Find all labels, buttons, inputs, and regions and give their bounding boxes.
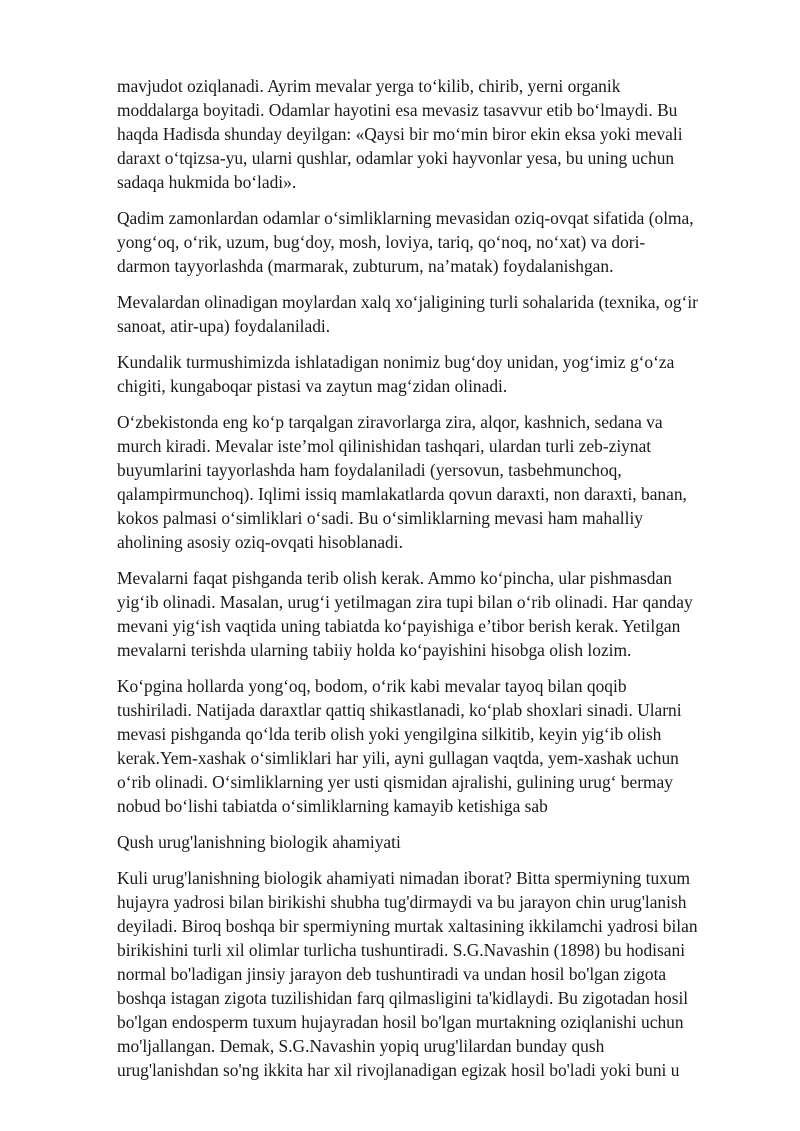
paragraph-ancient-uses: Qadim zamonlardan odamlar o‘simliklarning mevasidan oziq-ovqat sifatida (olma, yong‘oq, o‘rik, uzum, bug‘doy, mosh, loviya, tariq, qo‘noq, no‘xat) va dori- darmon tayyorlashda (marmarak, zubturum, na’matak) foydalanishgan. xyxy=(117,208,694,276)
paragraph-oils: Mevalardan olinadigan moylardan xalq xo‘jaligining turli sohalarida (texnika, og‘ir sanoat, atir-upa) foydalaniladi. xyxy=(117,292,698,336)
paragraph-intro: mavjudot oziqlanadi. Ayrim mevalar yerga to‘kilib, chirib, yerni organik moddalarga boyitadi. Odamlar hayotini esa mevasiz tasavvur etib bo‘lmaydi. Bu haqda Hadisda shunday deyilgan: «Qaysi bir mo‘min biror ekin eksa yoki mevali daraxt o‘tqizsa-yu, ularni qushlar, odamlar yoki hayvonlar yesa, bu uning uchun sadaqa hukmida bo‘ladi». xyxy=(117,76,683,192)
paragraph-daily-life: Kundalik turmushimizda ishlatadigan nonimiz bug‘doy unidan, yog‘imiz g‘o‘za chigiti, kungaboqar pistasi va zaytun mag‘zidan olinadi. xyxy=(117,352,675,396)
paragraph-damage: Ko‘pgina hollarda yong‘oq, bodom, o‘rik kabi mevalar tayoq bilan qoqib tushiriladi. Natijada daraxtlar qattiq shikastlanadi, ko‘plab shoxlari sinadi. Ularni mevasi pishganda qo‘lda terib olish yoki yengilgina silkitib, keyin yig‘ib olish kerak.Yem-xashak o‘simliklari har yili, ayni gullagan vaqtda, yem-xashak uchun o‘rib olinadi. O‘simliklarning yer usti qismidan ajralishi, gulining urug‘ bermay nobud bo‘lishi tabiatda o‘simliklarning kamayib ketishiga sab xyxy=(117,676,682,816)
paragraph-spices: O‘zbekistonda eng ko‘p tarqalgan ziravorlarga zira, alqor, kashnich, sedana va murch kiradi. Mevalar iste’mol qilinishidan tashqari, ulardan turli zeb-ziynat buyumlarini tayyorlashda ham foydalaniladi (yersovun, tasbehmunchoq, qalampirmunchoq). Iqlimi issiq mamlakatlarda qovun daraxti, non daraxti, banan, kokos palmasi o‘simliklari o‘sadi. Bu o‘simliklarning mevasi ham mahalliy aholining asosiy oziq-ovqati hisoblanadi. xyxy=(117,412,687,552)
document-page xyxy=(117,74,729,1094)
paragraph-harvest: Mevalarni faqat pishganda terib olish kerak. Ammo ko‘pincha, ular pishmasdan yig‘ib olinadi. Masalan, urug‘i yetilmagan zira tupi bilan o‘rib olinadi. Har qanday mevani yig‘ish vaqtida uning tabiatda ko‘payishiga e’tibor berish kerak. Yetilgan mevalarni terishda ularning tabiiy holda ko‘payishini hisobga olish lozim. xyxy=(117,568,693,660)
section-heading: Qush urug'lanishning biologik ahamiyati xyxy=(117,832,401,852)
paragraph-fertilization: Kuli urug'lanishning biologik ahamiyati nimadan iborat? Bitta spermiyning tuxum hujayra yadrosi bilan birikishi shubha tug'dirmaydi va bu jarayon chin urug'lanish deyiladi. Biroq boshqa bir spermiyning murtak xaltasining ikkilamchi yadrosi bilan birikishini turli xil olimlar turlicha tushuntiradi. S.G.Navashin (1898) bu hodisani normal bo'ladigan jinsiy jarayon deb tushuntiradi va undan hosil bo'lgan zigota boshqa istagan zigota tuzilishidan farq qilmasligini ta'kidlaydi. Bu zigotadan hosil bo'lgan endosperm tuxum hujayradan hosil bo'lgan murtakning oziqlanishi uchun mo'ljallangan. Demak, S.G.Navashin yopiq urug'lilardan bunday qush urug'lanishdan so'ng ikkita har xil rivojlanadigan egizak hosil bo'ladi yoki buni u xyxy=(117,868,698,1080)
